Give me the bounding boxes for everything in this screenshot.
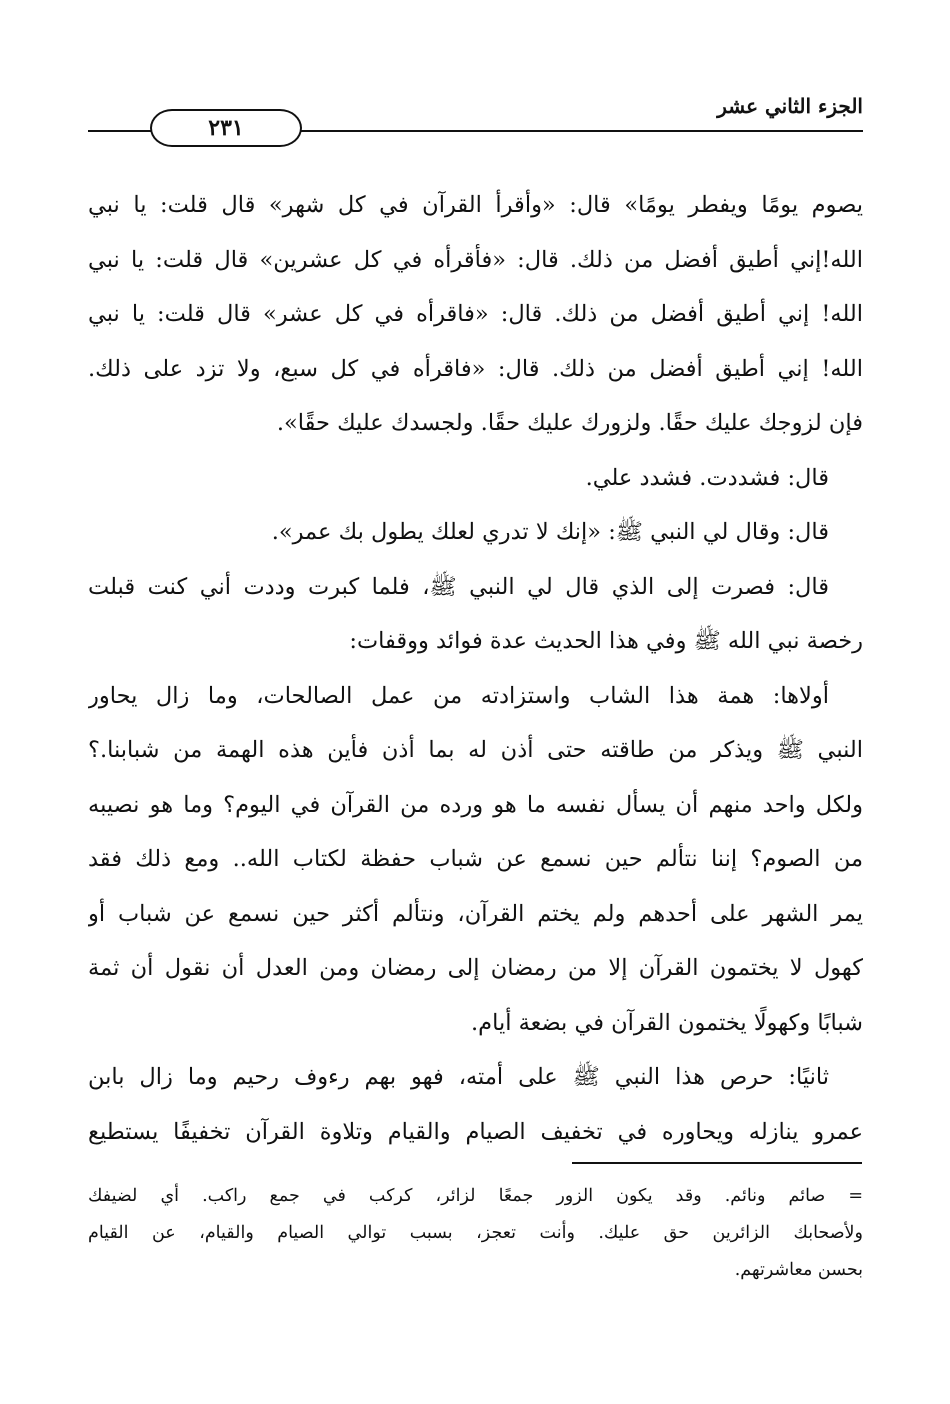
page-number: ٢٣١ [150,109,302,147]
text-line: أولاها: همة هذا الشاب واستزادته من عمل الصالحات، وما زال يحاور [88,682,829,709]
text-line: يمر الشهر على أحدهم ولم يختم القرآن، ونتألم أكثر حين نسمع عن شباب أو [88,900,863,927]
text-line: قال: وقال لي النبي ﷺ: «إنك لا تدري لعلك يطول بك عمر». [271,519,829,545]
page-header [88,88,863,148]
text-line: عمرو ينازله ويحاوره في تخفيف الصيام والقيام وتلاوة القرآن تخفيفًا يستطيع [88,1118,863,1145]
text-line: يصوم يومًا ويفطر يومًا» قال: «وأقرأ القرآن في كل شهر» قال قلت: يا نبي [88,192,863,218]
body-text [88,178,863,1159]
text-line: الله! إني أطيق أفضل من ذلك. قال: «فاقرأه في كل سبع، ولا تزد على ذلك. [88,355,863,382]
footnote-line: ولأصحابك الزائرين حق عليك. وأنت تعجز، بسبب توالي الصيام والقيام، عن القيام [88,1223,863,1243]
text-line: ثانيًا: حرص هذا النبي ﷺ على أمته، فهو بهم رءوف رحيم وما زال بابن [88,1064,829,1090]
footnote-line: بحسن معاشرتهم. [734,1260,863,1280]
text-line: كهول لا يختمون القرآن إلا من رمضان إلى رمضان ومن العدل أن نقول أن ثمة [88,955,863,981]
text-line: من الصوم؟ إننا نتألم حين نسمع عن شباب حفظة لكتاب الله.. ومع ذلك فقد [88,846,863,872]
footnote-rule [572,1162,862,1164]
text-line: قال: فصرت إلى الذي قال لي النبي ﷺ، فلما كبرت وددت أني كنت قبلت [88,573,829,600]
text-line: فإن لزوجك عليك حقًا. ولزورك عليك حقًا. ولجسدك عليك حقًا». [276,410,863,436]
text-line: رخصة نبي الله ﷺ وفي هذا الحديث عدة فوائد ووقفات: [349,628,863,654]
text-line: شبابًا وكهولًا يختمون القرآن في بضعة أيام. [471,1009,863,1036]
text-line: ولكل واحد منهم أن يسأل نفسه ما هو ورده من القرآن في اليوم؟ وما هو نصيبه [88,791,863,818]
text-line: النبي ﷺ ويذكر من طاقته حتى أذن له بما أذن فأين هذه الهمة من شبابنا.؟ [88,737,863,763]
footnote-line: = صائم ونائم. وقد يكون الزور جمعًا لزائر، كركب في جمع راكب. أي لضيفك [88,1186,863,1206]
footnotes [88,1178,863,1289]
text-line: الله!إني أطيق أفضل من ذلك. قال: «فأقرأه في كل عشرين» قال قلت: يا نبي [88,246,863,273]
text-line: قال: فشددت. فشدد علي. [585,464,829,491]
running-title: الجزء الثاني عشر [717,94,863,118]
text-line: الله! إني أطيق أفضل من ذلك. قال: «فاقرأه في كل عشر» قال قلت: يا نبي [88,301,863,327]
